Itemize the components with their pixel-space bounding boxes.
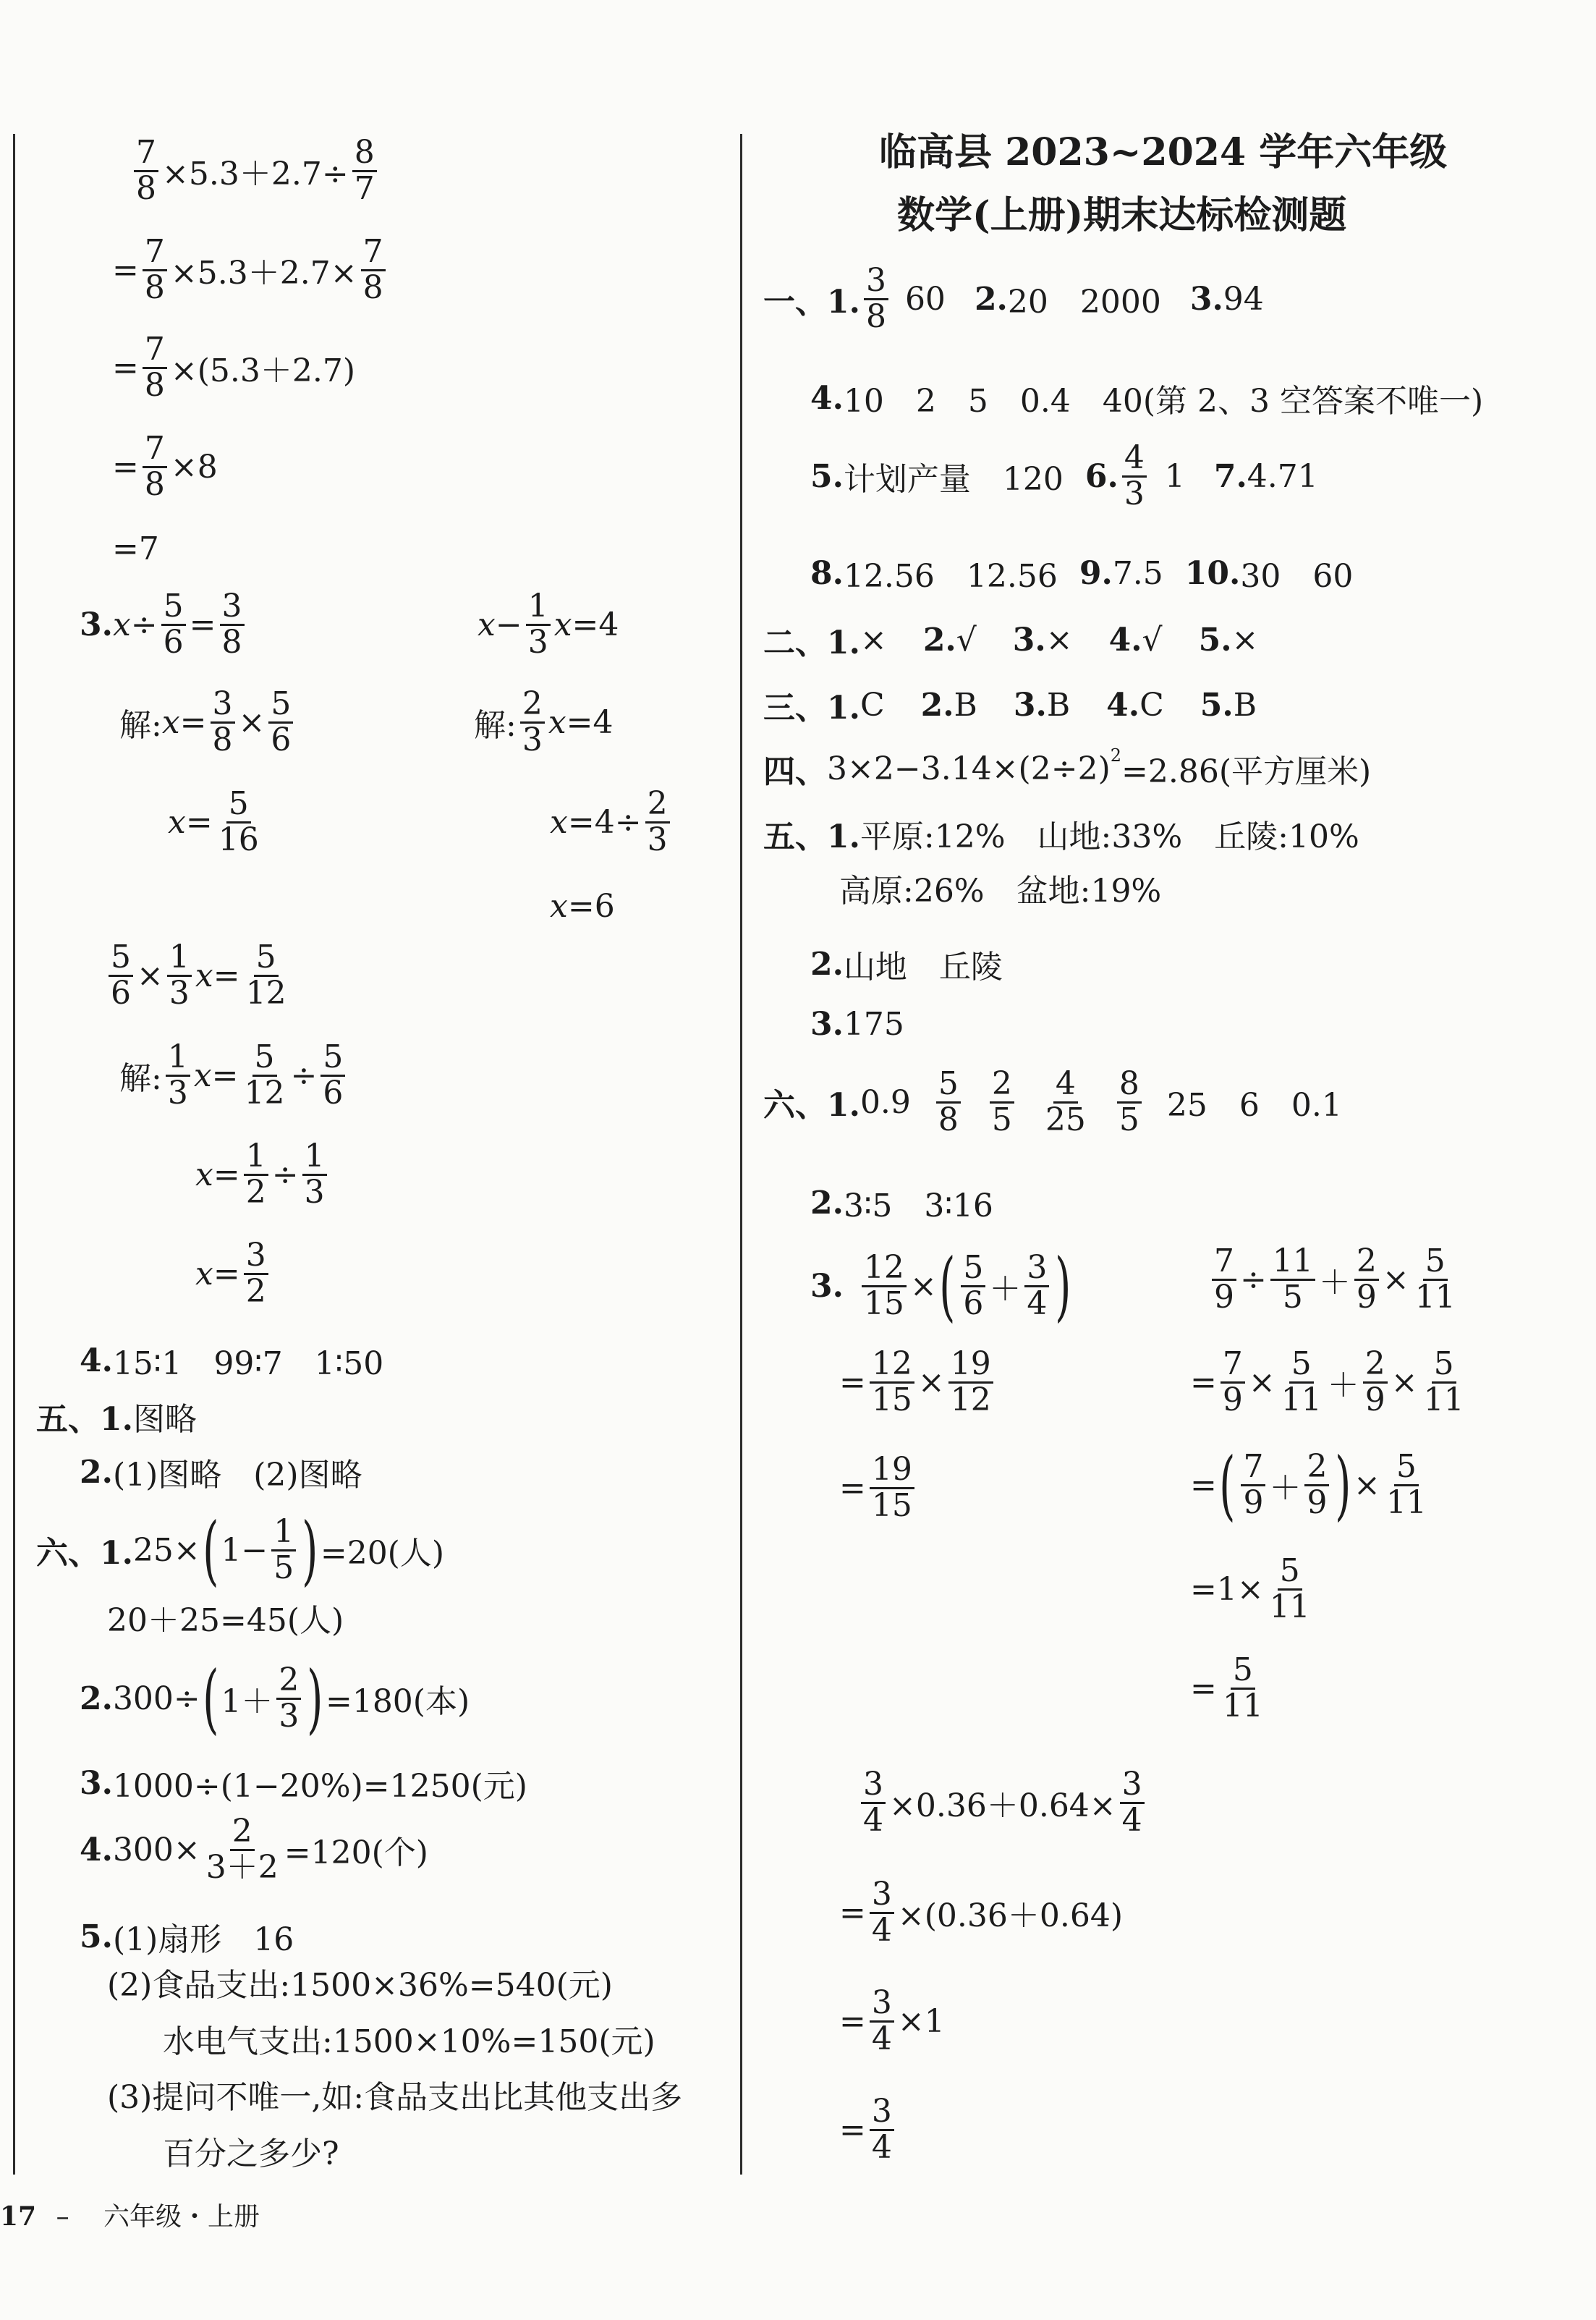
fraction: $\frac{3}{4}$ [870, 2095, 894, 2164]
fraction: $\frac{3}{4}$ [1120, 1768, 1145, 1837]
fraction: $\frac{5}{11}$ [1281, 1345, 1322, 1418]
section-6-q5-2b: 水电气支出:1500×10%=150(元) [163, 2023, 655, 2060]
q3-eq2: x − $\frac{1}{3}$ x =4 [477, 588, 619, 661]
section-6-q5-2: (2)食品支出:1500×36%=540(元) [107, 1967, 613, 2004]
q3-eq3-step3: x = $\frac{3}{2}$ [195, 1239, 272, 1308]
r-s6-q1: 六、1. 0.9 5 8 2 5 4 25 8 5 25 6 0.1 [763, 1065, 1342, 1138]
fraction: $\frac{11}{5}$ [1270, 1245, 1315, 1314]
r-s6-q3-c4: = $\frac{3}{4}$ [839, 2095, 898, 2164]
fraction: $\frac{5}{6}$ [321, 1041, 345, 1110]
r-s1-line3: 5. 计划产量 120 6. 4 3 1 7. 4.71 [810, 439, 1318, 512]
r-s1-line2: 4. 10 2 5 0.4 40(第 2、3 空答案不唯一) [810, 379, 1484, 420]
fraction: 3 4 [1024, 1251, 1049, 1321]
fraction: 1 3 [166, 1041, 190, 1110]
fraction: 4 25 [1045, 1065, 1086, 1138]
fraction: $\frac{12}{15}$ [870, 1347, 914, 1417]
q3-eq1-step2: x = $\frac{5}{16}$ [168, 787, 265, 857]
left-margin-line [13, 134, 15, 2175]
fraction: $\frac{2}{9}$ [1363, 1347, 1388, 1417]
section-6-q5-3b: 百分之多少? [163, 2135, 339, 2172]
fraction: $\frac{7}{8}$ [143, 235, 167, 305]
q3-eq2-step2: x =4÷ $\frac{2}{3}$ [550, 787, 674, 857]
fraction: $\frac{1}{5}$ [271, 1515, 296, 1585]
fraction: $\frac{5}{11}$ [1222, 1651, 1263, 1724]
fraction: 2 9 [1304, 1450, 1329, 1520]
calc-line-4: = $\frac{7}{8}$ ×8 [112, 430, 218, 503]
calc-line-2: = $\frac{7}{8}$ ×5.3＋2.7× $\frac{7}{8}$ [112, 235, 389, 305]
fraction: 7 9 [1241, 1450, 1265, 1520]
fraction: $\frac{5}{6}$ [161, 590, 186, 659]
column-divider [740, 134, 742, 2175]
fraction: $\frac{12}{15}$ [862, 1251, 907, 1321]
r-s5-q2: 2. 山地 丘陵 [810, 945, 1003, 986]
fraction: $\frac{5}{11}$ [1414, 1242, 1456, 1316]
fraction: $\frac{5}{11}$ [1423, 1345, 1464, 1418]
r-s6-q2: 2. 3∶5 3∶16 [810, 1184, 993, 1224]
calc-line-1: $\frac{7}{8}$ ×5.3＋2.7÷ $\frac{8}{7}$ [130, 136, 381, 206]
r-s6-q3-b4: =1× $\frac{5}{11}$ [1190, 1554, 1316, 1624]
r-s6-q3-b1: $\frac{7}{9}$ ÷ $\frac{11}{5}$ ＋ $\frac{2}{9}$ × $\frac{5}{11}$ [1208, 1245, 1461, 1314]
fraction: $\frac{5}{11}$ [1269, 1552, 1310, 1625]
page-title: 临高县 2023~2024 学年六年级 [879, 130, 1448, 174]
q3-eq3: $\frac{5}{6}$ × $\frac{1}{3}$ x = $\frac{5}{12}$ [105, 941, 292, 1010]
calc-line-5: =7 [112, 530, 159, 567]
r-s6-q3-a3: = $\frac{19}{15}$ [839, 1453, 918, 1523]
fraction: 2 3 [520, 687, 545, 757]
section-6-q4: 4. 300× $\frac{2}{3+2}$ =120(个) [80, 1813, 428, 1886]
section-6-q3: 3. 1000÷(1−20%)=1250(元) [80, 1764, 527, 1805]
fraction: $\frac{7}{8}$ [361, 235, 386, 305]
fraction: $\frac{5}{16}$ [218, 785, 259, 858]
q3-eq3-step1: 解: 1 3 x = $\frac{5}{12}$ ÷ $\frac{5}{6}$ [119, 1041, 349, 1110]
q3-eq2-step1: 解: 2 3 x =4 [474, 685, 614, 758]
fraction: $\frac{2}{9}$ [1354, 1245, 1379, 1314]
fraction: 5 8 [936, 1067, 961, 1137]
fraction: $\frac{7}{8}$ [143, 432, 167, 501]
section-6-q5-3: (3)提问不唯一,如:食品支出比其他支出多 [107, 2079, 683, 2116]
r-s6-q3-c1: $\frac{3}{4}$ ×0.36＋0.64× $\frac{3}{4}$ [857, 1768, 1148, 1837]
r-s6-q3-c3: = $\frac{3}{4}$ ×1 [839, 1984, 945, 2057]
fraction: $\frac{5}{6}$ [268, 687, 293, 757]
fraction: $\frac{7}{9}$ [1212, 1245, 1236, 1314]
fraction: 3 8 [864, 264, 888, 334]
q3-eq2-step3: x =6 [550, 888, 615, 925]
r-s4: 四、 3×2−3.14×(2÷2) $^2$ =2.86(平方厘米) [763, 745, 1372, 790]
section-6-q5-1: 5. (1)扇形 16 [80, 1918, 294, 1958]
fraction: $\frac{3}{8}$ [220, 590, 245, 659]
section-5-q1: 五、1. 图略 [36, 1401, 197, 1438]
fraction: $\frac{1}{3}$ [302, 1140, 327, 1209]
r-s1-line1: 一、1. 3 8 60 2. 20 2000 3. 94 [763, 262, 1264, 335]
q3-eq3-step2: x = $\frac{1}{2}$ ÷ $\frac{1}{3}$ [195, 1140, 331, 1209]
fraction: $\frac{1}{3}$ [526, 590, 551, 659]
r-s6-q3-a1: 3. $\frac{12}{15}$ × ( 5 6 ＋ 3 4 ) [810, 1242, 1071, 1330]
fraction: $\frac{2}{3}$ [645, 787, 670, 857]
fraction: $\frac{19}{15}$ [870, 1453, 914, 1523]
r-s5-q1b: 高原:26% 盆地:19% [839, 873, 1162, 910]
fraction: $\frac{3}{8}$ [211, 687, 235, 757]
section-6-q1: 六、1. 25× ( 1− $\frac{1}{5}$ ) =20(人) [36, 1506, 445, 1594]
q4-ratios: 4. 15∶1 99∶7 1∶50 [80, 1342, 384, 1382]
calc-line-3: = $\frac{7}{8}$ ×(5.3＋2.7) [112, 331, 356, 404]
fraction: $\frac{7}{8}$ [134, 136, 158, 206]
r-s6-q3-b3: = ( 7 9 ＋ 2 9 ) × $\frac{5}{11}$ [1190, 1447, 1432, 1523]
r-s5-q1: 五、1. 平原:12% 山地:33% 丘陵:10% [763, 818, 1359, 855]
r-s6-q3-c2: = $\frac{3}{4}$ ×(0.36＋0.64) [839, 1876, 1124, 1949]
fraction: $\frac{5}{12}$ [244, 1038, 285, 1112]
r-s6-q3-b5: = $\frac{5}{11}$ [1190, 1654, 1269, 1723]
section-6-q2: 2. 300÷ ( 1＋ 2 3 ) =180(本) [80, 1654, 470, 1743]
fraction: 2 5 [990, 1067, 1014, 1137]
r-s6-q3-b2: = $\frac{7}{9}$ × $\frac{5}{11}$ ＋ $\frac{2}{9}$ × $\frac{5}{11}$ [1190, 1347, 1470, 1417]
page-subtitle: 数学(上册)期末达标检测题 [897, 193, 1347, 237]
fraction: $\frac{5}{12}$ [245, 939, 286, 1012]
r-s5-q3: 3. 175 [810, 1006, 904, 1043]
section-5-q2: 2. (1)图略 (2)图略 [80, 1453, 362, 1494]
fraction: $\frac{7}{9}$ [1221, 1347, 1245, 1417]
fraction: $\frac{3}{4}$ [870, 1878, 894, 1947]
fraction: $\frac{1}{3}$ [167, 941, 192, 1010]
fraction: 4 3 [1122, 441, 1147, 511]
fraction: $\frac{3}{4}$ [861, 1768, 886, 1837]
q3-eq1: 3. x ÷ $\frac{5}{6}$ = $\frac{3}{8}$ [80, 590, 248, 659]
fraction: $\frac{3}{4}$ [870, 1986, 894, 2056]
page-footer: 17 – 六年级・上册 [0, 2201, 260, 2232]
fraction: $\frac{19}{12}$ [948, 1347, 993, 1417]
fraction: $\frac{5}{6}$ [109, 941, 133, 1010]
r-s2: 二、1. × 2. √ 3. × 4. √ 5. × [763, 621, 1259, 661]
r-s3: 三、1. C 2. B 3. B 4. C 5. B [763, 686, 1257, 727]
fraction: $\frac{7}{8}$ [143, 333, 167, 402]
fraction: $\frac{2}{3+2}$ [205, 1813, 279, 1886]
page-number: 17 [0, 2201, 37, 2232]
fraction: $\frac{5}{11}$ [1385, 1447, 1427, 1521]
fraction: $\frac{1}{2}$ [244, 1140, 268, 1209]
r-s1-line4: 8. 12.56 12.56 9. 7.5 10. 30 60 [810, 554, 1354, 595]
fraction: $\frac{8}{7}$ [352, 136, 377, 206]
fraction: $\frac{3}{2}$ [244, 1239, 268, 1308]
fraction: 2 3 [276, 1664, 301, 1733]
section-6-q1b: 20＋25=45(人) [107, 1602, 344, 1639]
grade-label: 六年级・上册 [103, 2202, 260, 2232]
fraction: 8 5 [1117, 1067, 1142, 1137]
fraction: 5 6 [961, 1251, 985, 1321]
r-s6-q3-a2: = $\frac{12}{15}$ × $\frac{19}{12}$ [839, 1347, 997, 1417]
q3-eq1-step1: 解: x = $\frac{3}{8}$ × $\frac{5}{6}$ [119, 687, 297, 757]
